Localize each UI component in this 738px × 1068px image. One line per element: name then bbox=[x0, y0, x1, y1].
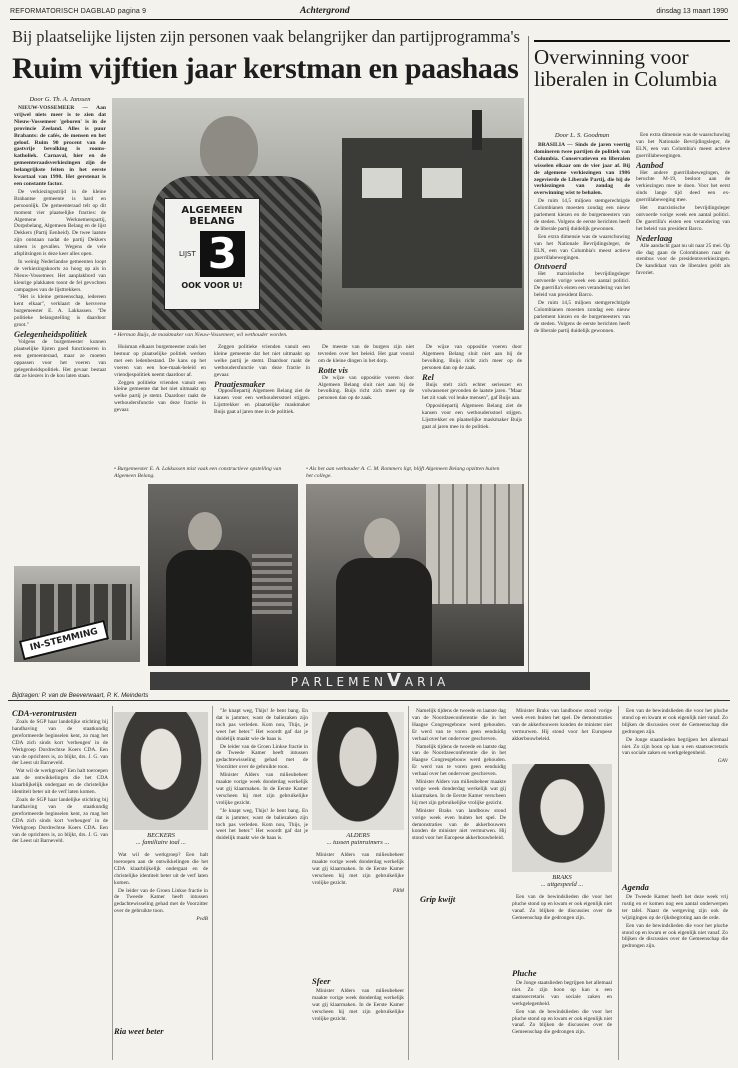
portrait-subtitle: ... uitgespeeld ... bbox=[540, 881, 584, 888]
body-paragraph: Namelijk tijdens de tweede en laatste dag van de Noordzeeconferentie die in het Haagse Congresgebouw werd gehouden. Er werd van te voren geen eenduidig verhaal over het ondervoer geschreven. bbox=[412, 743, 506, 778]
body-paragraph: Minister Alders van milieubeheer maakte vorige week donderdag werkelijk wat gij klaarmaken. In de Eerste Kamer verscheen hij met zijn gebruikelijke vrolijke gezicht. bbox=[216, 772, 308, 806]
parl-column-2-text bbox=[114, 852, 208, 1020]
body-paragraph: De meeste van de burgers zijn niet tevreden over het beleid. Het gaat vooral om de kleine dingen in het dorp. bbox=[318, 344, 414, 364]
photo-head bbox=[364, 518, 400, 560]
photo-body bbox=[166, 550, 252, 666]
section-name: Achtergrond bbox=[300, 6, 350, 16]
banner-v: V bbox=[386, 670, 405, 691]
side-dateline: BRASILIA — bbox=[538, 142, 573, 148]
body-paragraph: "Je knapt weg, Thijs! Je bent bang. En dat is jammer, want de baliezaken zijn toch pas verleden. Kom nou, Thijs, je weet het beter." Het woordt gaf dat je duidelijk maakt wie de baas is. bbox=[216, 708, 308, 742]
poster-line: OOK VOOR U! bbox=[181, 281, 243, 290]
body-paragraph: Een van de bewindslieden die voor het pluche stond op en kwam er ook eigenlijk niet vanaf. Zo blijken de discussies over de Gemeenschap die gedrongen zijn. bbox=[512, 894, 612, 921]
article-column bbox=[318, 344, 414, 462]
column-divider bbox=[112, 706, 113, 1060]
body-paragraph: De Jonge staatslieden begrijpen het allemaal niet. Zo zijn hoon op kan u een staatssecretaris van sociale zaken en werkgelegenheid. bbox=[512, 980, 612, 1007]
election-poster bbox=[164, 198, 260, 310]
poster-line: BELANG bbox=[189, 216, 235, 227]
body-paragraph: Oppositiepartij Algemeen Belang ziet de kansen voor een wethoudersstoel stijgen. Lijsttrekker en plaatselijke maskmaker Buijs gaat al jaren mee in de politiek. bbox=[214, 388, 310, 416]
issue-date: dinsdag 13 maart 1990 bbox=[656, 8, 728, 15]
body-paragraph: De leider van de Groen Linkse fractie in de Tweede Kamer heeft intussen gedachtewisseling gehad met de Voorzitter over de gebruikte toon. bbox=[114, 887, 208, 915]
subheading: Grip kwijt bbox=[420, 894, 456, 904]
left-column bbox=[14, 96, 106, 563]
poster-line: ALGEMEEN bbox=[181, 205, 243, 216]
body-paragraph: Wat wil de werkgroep? Een halt toeroepen aan de ontwikkelingen die het CDA klaarblijkelijk ondergaat en de christelijke identiteit beter uit de verf laten komen. bbox=[114, 852, 208, 886]
portrait-alders bbox=[312, 712, 404, 830]
body-paragraph: Buijs stelt zich echter serieuzer en volwassener gevonden de laatste jaren. "Maar het zit vaak vol leuke mensen", gaf Buijs aan. bbox=[422, 381, 522, 402]
body-paragraph: De Jonge staatslieden begrijpen het allemaal niet. Zo zijn hoon op kan u een staatssecretaris van sociale zaken en werkgelegenheid. bbox=[622, 736, 728, 757]
parl-column-7-tail bbox=[622, 894, 728, 1060]
body-paragraph: Een van de bewindslieden die voor het pluche stond op en kwam er ook eigenlijk niet vanaf. Zo blijken de discussies over de Gemeenschap die gedrongen zijn. bbox=[622, 708, 728, 735]
body-paragraph: Alle aandacht gaat nu uit naar 25 mei. Op die dag gaan de Colombianen naar de stembus voor de presidentsverkiezingen. De kandidaat van de liberalen geldt als favoriet. bbox=[636, 242, 730, 277]
body-paragraph: Het andere guerrillabewegingen, de beruchte M-19, besloot aan de verkiezingen mee te doen. Voor het eerst sinds lange tijd deed een ex-guerrillabeweging mee. bbox=[636, 169, 730, 204]
section-rule bbox=[8, 700, 730, 701]
body-paragraph: De leider van de Groen Linkse fractie in de Tweede Kamer heeft intussen gedachtewisseling gehad met de Voorzitter over de gebruikte toon. bbox=[216, 743, 308, 771]
poster-number: 3 bbox=[200, 231, 245, 277]
portrait-name: BECKERS bbox=[147, 832, 175, 839]
body-paragraph: Een van de bewindslieden die voor het pluche stond op en kwam er ook eigenlijk niet vanaf. Zo blijken de discussies over de Gemeenschap die gedrongen zijn. bbox=[512, 1008, 612, 1036]
parlementaria-banner bbox=[150, 672, 590, 690]
parl-column-4-tail bbox=[312, 988, 404, 1060]
photo-caption: • Herman Buijs, de maskmaker van Nieuw-Vossemeer, wil wethouder worden. bbox=[114, 332, 288, 338]
body-paragraph: De ruim 14,5 miljoen stemgerechtigde Colombianen moesten zondag een nieuw parlement kiezen en de burgemeesters van de steden. Volgens de eerste berichten heeft de liberale partij duidelijk gewonnen. bbox=[534, 299, 630, 334]
body-paragraph: Een van de bewindslieden die voor het pluche stond op en kwam er ook eigenlijk niet vanaf. Zo blijken de discussies over de Gemeenschap die gedrongen zijn. bbox=[622, 922, 728, 950]
paper-name: REFORMATORISCH DAGBLAD pagina 9 bbox=[10, 8, 147, 15]
body-paragraph: Minister Braks van landbouw stond vorige week even buiten het spel. De demonstraties van de akkerbouwers konden de minister niet vermurwen. Hij stond voor het Europese akkerbouwbeleid. bbox=[412, 807, 506, 842]
contributors-credit: Bijdragen: P. van de Beeverwaart, P. K. Meinderts bbox=[12, 692, 149, 699]
article-headline: Ruim vijftien jaar kerstman en paashaas bbox=[12, 52, 519, 85]
side-headline: Overwinning voor liberalen in Columbia bbox=[534, 40, 730, 90]
body-paragraph: Namelijk tijdens de tweede en laatste dag van de Noordzeeconferentie die in het Haagse Congresgebouw werd gehouden. Er werd van te voren geen eenduidig verhaal over het ondervoer geschreven. bbox=[412, 708, 506, 742]
subheading: CDA-verontrusten bbox=[12, 708, 77, 718]
parl-column-3 bbox=[216, 708, 308, 1060]
body-paragraph: Zeggen politieke vrienden vanuit een kleine gemeente dat het niet uitmaakt op welke partij je stemt. Daardoor raakt de wethoudersfunctie van deze fractie in gevaar. bbox=[114, 379, 206, 414]
photo-head bbox=[200, 116, 258, 182]
column-divider bbox=[212, 706, 213, 1060]
parl-column-6-tail bbox=[512, 980, 612, 1060]
parl-column-6-top bbox=[512, 708, 612, 762]
portrait-subtitle: ... tussen puinruimers ... bbox=[326, 839, 390, 846]
column-divider bbox=[408, 706, 409, 1060]
body-paragraph: De Tweede Kamer heeft het deze week vrij rustig en er komen nog een aantal onderwerpen ter tafel. Naast de wetgeving zijn ook de wijzigingen op de rijksbegroting aan de orde. bbox=[622, 894, 728, 921]
portrait-label bbox=[114, 832, 208, 846]
parl-column-5 bbox=[412, 708, 506, 1060]
banner-text: ARIA bbox=[404, 675, 450, 689]
subheading: Ria weet beter bbox=[114, 1026, 164, 1036]
photo-alderman bbox=[306, 484, 524, 666]
body-paragraph: De wijze van oppositie voeren door Algemeen Belang sluit niet aan bij de bevolking. Buijs richt zich meer op de personen dan op de zaak. bbox=[422, 344, 522, 371]
photo-window bbox=[422, 168, 462, 198]
photo-building bbox=[342, 138, 522, 288]
side-column-1 bbox=[534, 142, 630, 662]
dateline: NIEUW-VOSSEMEER — bbox=[18, 105, 89, 111]
banner-text: PARLEMEN bbox=[290, 675, 387, 689]
body-paragraph: Een extra dimensie was de waarschuwing van het Nationale Bevrijdingsleger, de ELN, een van Columbia's meest actieve guerrillabewegingen. bbox=[534, 233, 630, 261]
article-column bbox=[214, 344, 310, 462]
side-lead: Sinds de jaren veertig domineren twee partijen de politiek van Columbia. Conservatieven en liberalen wisselen elkaar om de vier jaar af. Bij de algemene verkiezingen van 1986 zegevierde de Liberale Partij, die bij de verkiezingen van zondag de overwinning wist te behalen. bbox=[534, 142, 630, 197]
stamp-label: IN-STEMMING bbox=[19, 620, 109, 661]
side-byline: Door L. S. Goodman bbox=[554, 132, 610, 139]
photo-window-blinds bbox=[426, 484, 524, 604]
body-paragraph: De ruim 14,5 miljoen stemgerechtigde Colombianen moesten zondag een nieuw parlement kiezen en de burgemeesters van de steden. Volgens de eerste berichten heeft de liberale partij duidelijk gewonnen. bbox=[534, 198, 630, 232]
body-paragraph: Zoals de SGP haar landelijke stichting bij handhaving van de staatkundig gereformeerde beginselen kent, zo mag het CDA zich sinds kort 'verheugen' in de Werkgroep Dordrechtse Koers CDA. Een van de oprichters is, zo blijkt, drs. J. G. van der Leest uit Barneveld. bbox=[12, 719, 108, 767]
portrait-beckers bbox=[114, 712, 208, 830]
subheading: Rotte vis bbox=[318, 364, 348, 375]
initials: PRM bbox=[392, 887, 404, 894]
parl-column-4-text bbox=[312, 852, 404, 972]
article-byline: Door G. Th. A. Janssen bbox=[29, 96, 91, 103]
body-paragraph: "Je knapt weg, Thijs! Je bent bang. En dat is jammer, want de baliezaken zijn toch pas verleden. Kom nou, Thijs, je weet het beter." Het woordt gaf dat je duidelijk maakt wie de baas is. bbox=[216, 807, 308, 842]
body-paragraph: Het marxistische bevrijdingsleger ontvoerde vorige week een aantal politici. De guerrilla's eisten een verandering van het beleid van president Barco. bbox=[636, 205, 730, 232]
photo-head bbox=[188, 512, 222, 552]
subheading: Pluche bbox=[512, 968, 537, 978]
parl-column-7 bbox=[622, 708, 728, 876]
subheading: Sfeer bbox=[312, 976, 331, 986]
left-column-text bbox=[14, 105, 106, 563]
subheading: Agenda bbox=[622, 882, 649, 892]
body-paragraph: De verkiezingsstrijd in de kleine Brabantse gemeente is hard en persoonlijk. De gemeenteraad telt op dit moment vier plaatselijke fracties: de Algemene Werknemerspartij, Dorpsbelang, Algemeen Belang en de lijst Dekkers (Partij Eenheid). De twee laatste zijn ontstaan nadat de partij Dekkers uiteen is gevallen. Wegens de vele afsplitsingen is deze keer alles open. bbox=[14, 188, 106, 258]
body-paragraph: Het marxistische bevrijdingsleger ontvoerde vorige week een aantal politici. De guerrilla's eisten een verandering van het beleid van president Barco. bbox=[534, 271, 630, 299]
body-paragraph: Volgens de burgemeester kunnen plaatselijke lijsten goed functioneren in een gemeenteraad, maar ze moeten oppassen voor het voeren van gelegenheidspolitiek. Het gevaar bestaat dat ze kiezers in de kou laten staan. bbox=[14, 338, 106, 380]
portrait-subtitle: ... familiaire toal ... bbox=[135, 839, 187, 846]
subheading: Nederlaag bbox=[636, 232, 673, 243]
subheading: Rel bbox=[422, 371, 434, 382]
portrait-name: BRAKS bbox=[552, 874, 572, 881]
side-column-2 bbox=[636, 132, 730, 662]
portrait-braks bbox=[512, 764, 612, 872]
portrait-label bbox=[512, 874, 612, 888]
parl-column-6-text bbox=[512, 894, 612, 964]
body-paragraph: Minister Braks van landbouw stond vorige week even buiten het spel. De demonstraties van de akkerbouwers konden de minister niet vermurwen. Hij stond voor het Europese akkerbouwbeleid. bbox=[512, 708, 612, 742]
photo-window bbox=[362, 168, 402, 198]
subheading: Ontvoerd bbox=[534, 261, 567, 272]
portrait-name: ALDERS bbox=[346, 832, 370, 839]
photo-caption: • Burgemeester E. A. Lakkassen mist vaak een constructieve opstelling van Algemeen Belang. bbox=[114, 466, 282, 479]
photo-body bbox=[336, 558, 432, 666]
article-column bbox=[114, 344, 206, 462]
body-paragraph: In weinig Nederlandse gemeenten loopt de verkiezingskoorts zo hoog op als in Nieuw-Vossemeer. Het aanplakbord van kleurige plakkaten toont de fel gevochten campagnes van de lijsttrekkers. bbox=[14, 258, 106, 293]
body-paragraph: Zoals de SGP haar landelijke stichting bij handhaving van de staatkundig gereformeerde beginselen kent, zo mag het CDA zich sinds kort 'verheugen' in de Werkgroep Dordrechtse Koers CDA. Een van de oprichters is, zo blijkt, drs. J. G. van der Leest uit Barneveld. bbox=[12, 796, 108, 845]
photo-tower bbox=[472, 110, 482, 150]
body-paragraph: Oppositiepartij Algemeen Belang ziet de kansen voor een wethoudersstoel stijgen. Lijsttrekker en plaatselijke maskmaker Buijs gaat al jaren mee in de politiek. bbox=[422, 403, 522, 430]
initials: PvdB bbox=[196, 916, 208, 923]
page-header bbox=[10, 6, 728, 20]
initials: GAV bbox=[717, 758, 728, 765]
body-paragraph: Zeggen politieke vrienden vanuit een kleine gemeente dat het niet uitmaakt op welke partij je stemt. Daardoor raakt de wethoudersfunctie van deze fractie in gevaar. bbox=[214, 344, 310, 378]
photo-caption: • Als het aan wethouder A. C. M. Rommers ligt, blijft Algemeen Belang opzitten buiten het college. bbox=[306, 466, 500, 479]
photo-shelf bbox=[252, 554, 292, 614]
photo-mayor bbox=[148, 484, 298, 666]
body-paragraph: Wat wil de werkgroep? Een halt toeroepen aan de ontwikkelingen die het CDA klaarblijkelijk ondergaat en de christelijke identiteit beter uit de verf laten komen. bbox=[12, 768, 108, 796]
body-paragraph: "Het is kleine gemeenschap, iedereen kent elkaar", verklaart de kersverse burgemeester E. A. Lakkassen. "De politieke belangstelling is daardoor groot." bbox=[14, 294, 106, 329]
parl-column-1 bbox=[12, 706, 108, 1064]
column-divider bbox=[618, 706, 619, 1060]
body-paragraph: Huisman elkaars burgemeester zoals het bestuur op plaatselijke politiek werken met een ledenbestand. De kans op het voeren van een hoe-maak-beleid en vriendjespolitiek neemt daardoor af. bbox=[114, 344, 206, 378]
main-photo bbox=[112, 98, 524, 330]
body-paragraph: Een extra dimensie was de waarschuwing van het Nationale Bevrijdingsleger, de ELN, een van Columbia's meest actieve guerrillabewegingen. bbox=[636, 132, 730, 159]
article-kicker: Bij plaatselijke lijsten zijn personen vaak belangrijker dan partijprogramma's bbox=[12, 27, 520, 46]
body-paragraph: Minister Alders van milieubeheer maakte vorige week donderdag werkelijk wat gij klaarmaken. In de Eerste Kamer verscheen hij met zijn gebruikelijke vrolijke gezicht. bbox=[412, 779, 506, 806]
body-paragraph: De wijze van oppositie voeren door Algemeen Belang sluit niet aan bij de bevolking. Buijs richt zich meer op de personen dan op de zaak. bbox=[318, 374, 414, 402]
body-paragraph: Minister Alders van milieubeheer maakte vorige week donderdag werkelijk wat gij klaarmaken. In de Eerste Kamer verscheen hij met zijn gebruikelijke vrolijke gezicht. bbox=[312, 852, 404, 886]
article-lead: Aan vrijwel niets meer is te zien dat Nieuw-Vossemeer 'geboren' is in de provincie Zeeland. Alles is puur Brabants: de cafés, de mensen en het geloof. Ruim 90 procent van de gastvrije bevolking is rooms-katholiek. Carnaval, hier en de gemeenteraadsverkiezingen zijn de belangrijkste feiten in het eerste kwartaal van 1990. Het gerstenat is een constante factor. bbox=[14, 105, 106, 187]
subheading: Praatjesmaker bbox=[214, 378, 265, 389]
portrait-label bbox=[312, 832, 404, 846]
subheading: Aanbod bbox=[636, 159, 664, 170]
column-divider bbox=[528, 36, 529, 676]
poster-line: LIJST bbox=[179, 250, 196, 258]
body-paragraph: Minister Alders van milieubeheer maakte vorige week donderdag werkelijk wat gij klaarmaken. In de Eerste Kamer verscheen hij met zijn gebruikelijke vrolijke gezicht. bbox=[312, 988, 404, 1022]
subheading: Gelegenheidspolitiek bbox=[14, 329, 88, 339]
